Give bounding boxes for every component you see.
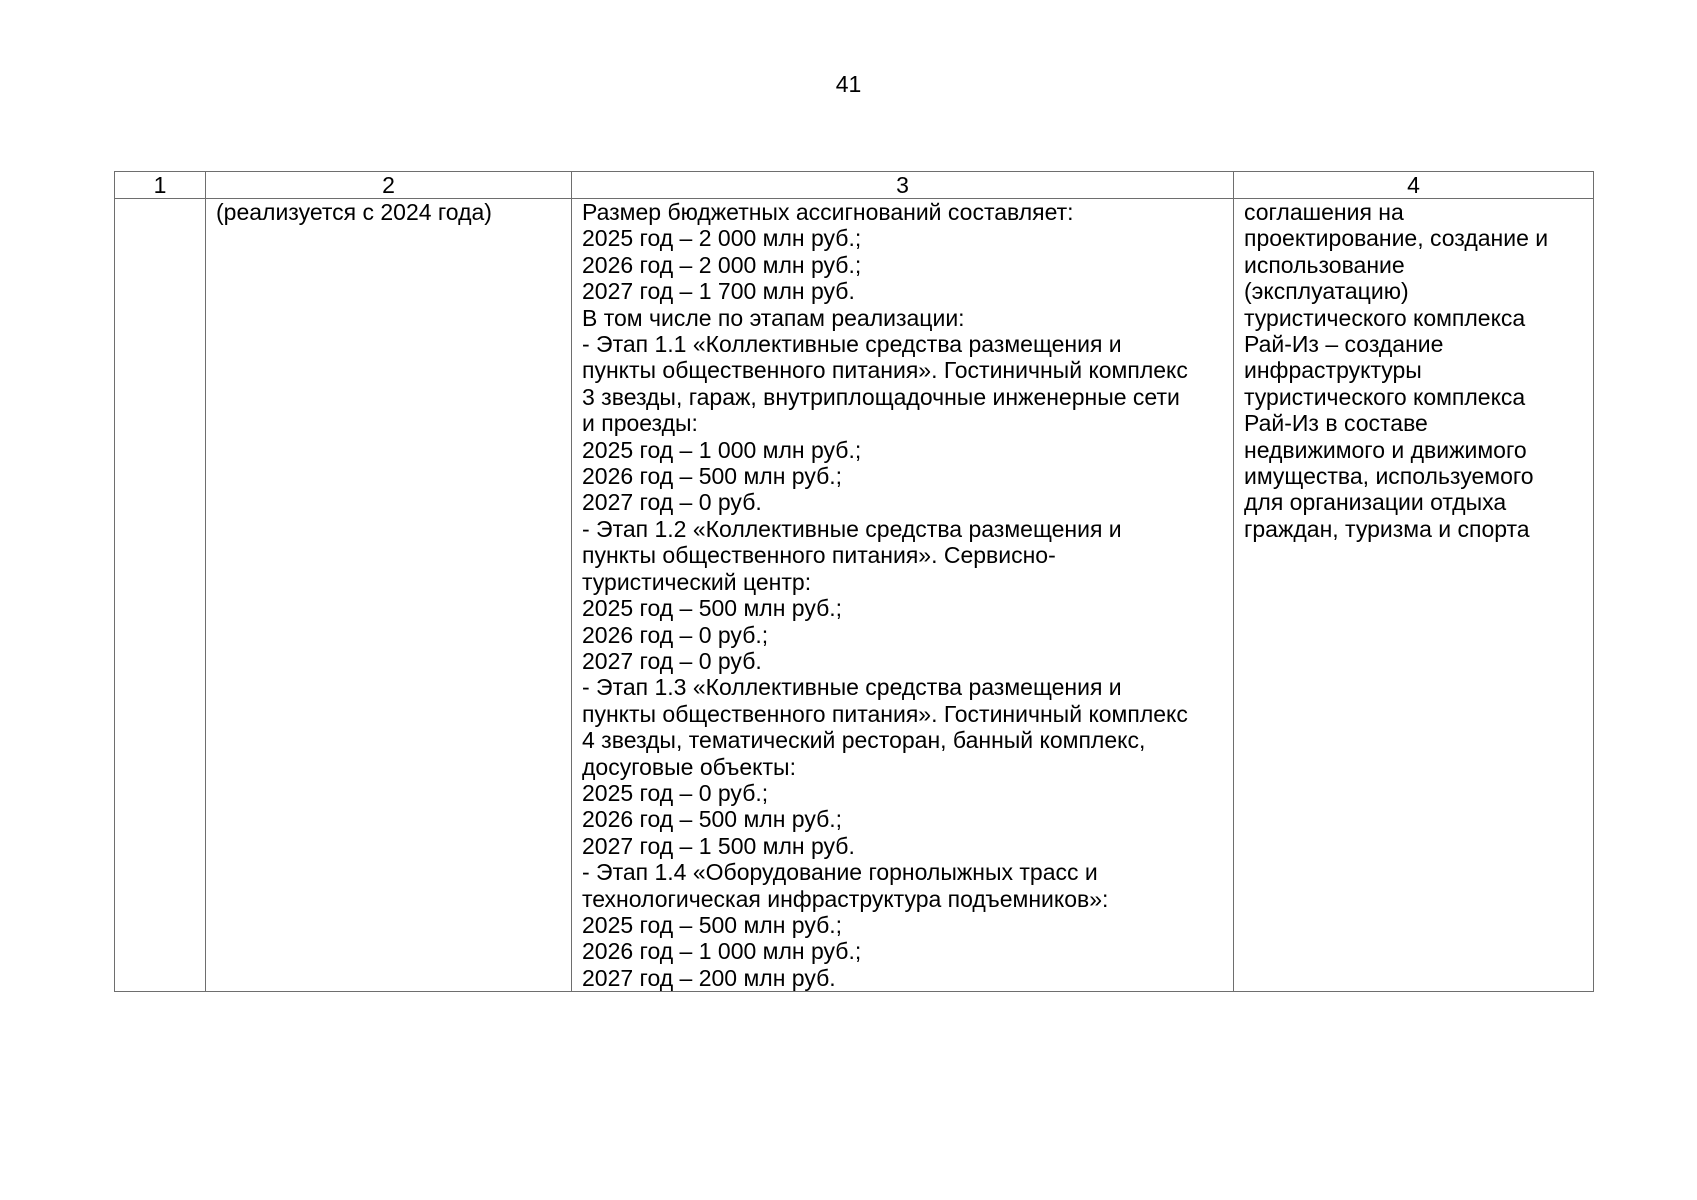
row-cell-col3 <box>572 199 1234 992</box>
column-header-2: 2 <box>206 172 572 199</box>
row-cell-col4 <box>1234 199 1594 992</box>
column-header-3: 3 <box>572 172 1234 199</box>
row-cell-col2 <box>206 199 572 992</box>
table-row <box>115 199 1594 992</box>
column-header-1: 1 <box>115 172 206 199</box>
document-table <box>114 171 1594 992</box>
cell-text-col3: Размер бюджетных ассигнований составляет: 2025 год – 2 000 млн руб.; 2026 год – 2 000 млн руб.; 2027 год – 1 700 млн руб. В том числе по этапам реализации: - Этап 1.1 «Коллективные средства размещения и пункты общественного питания». Гостиничный комплекс 3 звезды, гараж, внутриплощадочные инженерные сети и проезды: 2025 год – 1 000 млн руб.; 2026 год – 500 млн руб.; 2027 год – 0 руб. - Этап 1.2 «Коллективные средства размещения и пункты общественного питания». Сервисно- туристический центр: 2025 год – 500 млн руб.; 2026 год – 0 руб.; 2027 год – 0 руб. - Этап 1.3 «Коллективные средства размещения и пункты общественного питания». Гостиничный комплекс 4 звезды, тематический ресторан, банный комплекс, досуговые объекты: 2025 год – 0 руб.; 2026 год – 500 млн руб.; 2027 год – 1 500 млн руб. - Этап 1.4 «Оборудование горнолыжных трасс и технологическая инфраструктура подъемников»: 2025 год – 500 млн руб.; 2026 год – 1 000 млн руб.; 2027 год – 200 млн руб. <box>582 199 1188 991</box>
cell-text-col2: (реализуется с 2024 года) <box>216 199 492 225</box>
cell-text-col4: соглашения на проектирование, создание и использование (эксплуатацию) туристического комплекса Рай-Из – создание инфраструктуры туристического комплекса Рай-Из в составе недвижимого и движимого имущества, используемого для организации отдыха граждан, туризма и спорта <box>1244 199 1549 542</box>
column-header-4: 4 <box>1234 172 1594 199</box>
row-cell-col1 <box>115 199 206 992</box>
page-number: 41 <box>835 71 862 97</box>
table-header-row <box>115 172 1594 199</box>
